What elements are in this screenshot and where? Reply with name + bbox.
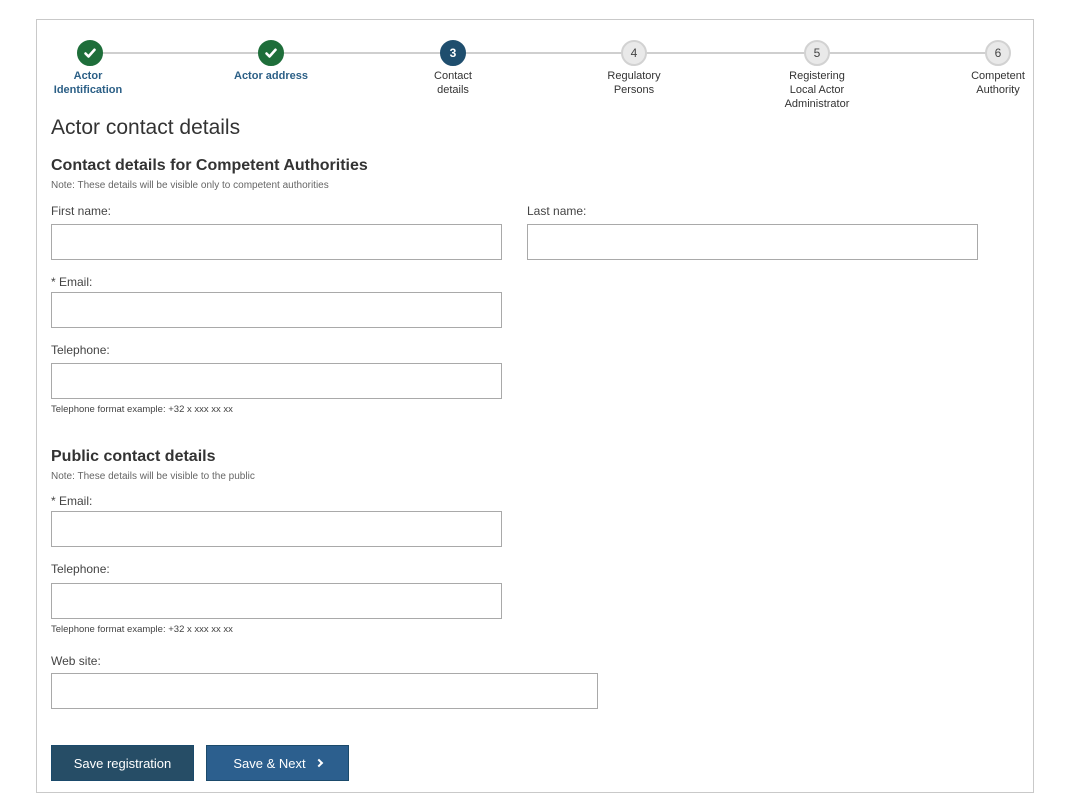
step-3-label: Contact details bbox=[434, 70, 472, 96]
save-and-next-label: Save & Next bbox=[233, 755, 306, 771]
save-registration-button[interactable] bbox=[51, 745, 194, 781]
first-name-input[interactable] bbox=[51, 224, 502, 260]
step-2-check-icon bbox=[258, 40, 284, 66]
public-email-input[interactable] bbox=[51, 511, 502, 547]
competent-email-input[interactable] bbox=[51, 292, 502, 328]
public-telephone-hint: Telephone format example: +32 x xxx xx xx bbox=[51, 624, 233, 635]
competent-telephone-hint: Telephone format example: +32 x xxx xx xx bbox=[51, 404, 233, 415]
stepper-track bbox=[91, 52, 1001, 54]
save-registration-label: Save registration bbox=[73, 755, 172, 771]
competent-email-label: * Email: bbox=[51, 275, 93, 289]
website-label: Web site: bbox=[51, 654, 101, 668]
step-1-check-icon bbox=[77, 40, 103, 66]
public-telephone-input[interactable] bbox=[51, 583, 502, 619]
last-name-label: Last name: bbox=[527, 204, 587, 218]
public-section-title: Public contact details bbox=[51, 448, 216, 465]
public-telephone-label: Telephone: bbox=[51, 562, 110, 576]
chevron-right-icon bbox=[314, 759, 322, 767]
step-4-number: 4 bbox=[621, 40, 647, 66]
step-2-label: Actor address bbox=[234, 70, 308, 82]
competent-section-title: Contact details for Competent Authorities bbox=[51, 157, 368, 174]
website-input[interactable] bbox=[51, 673, 598, 709]
public-section-note: Note: These details will be visible to the public bbox=[51, 471, 255, 482]
page-title: Actor contact details bbox=[51, 116, 241, 139]
step-5-number: 5 bbox=[804, 40, 830, 66]
step-4-label: Regulatory Persons bbox=[607, 70, 661, 96]
step-5-label: Registering Local Actor Administrator bbox=[784, 70, 850, 110]
save-and-next-button[interactable] bbox=[206, 745, 349, 781]
competent-section-note: Note: These details will be visible only to competent authorities bbox=[51, 180, 329, 191]
step-6-number: 6 bbox=[985, 40, 1011, 66]
last-name-input[interactable] bbox=[527, 224, 978, 260]
first-name-label: First name: bbox=[51, 204, 112, 218]
competent-telephone-label: Telephone: bbox=[51, 343, 110, 357]
step-6-label: Competent Authority bbox=[971, 70, 1025, 96]
public-email-label: * Email: bbox=[51, 494, 93, 508]
registration-form-panel bbox=[36, 19, 1034, 793]
competent-telephone-input[interactable] bbox=[51, 363, 502, 399]
step-1-label: Actor Identification bbox=[53, 70, 123, 96]
step-3-number: 3 bbox=[440, 40, 466, 66]
progress-stepper bbox=[37, 20, 1035, 120]
